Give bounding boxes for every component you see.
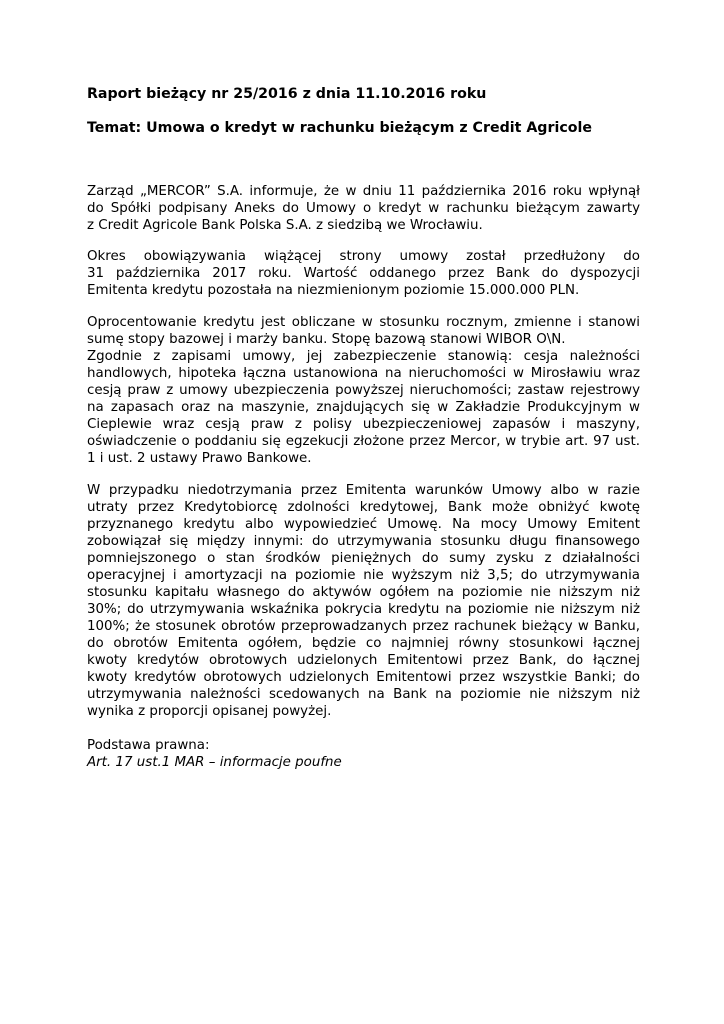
text-line: utraty przez Kredytobiorcę zdolności kredytowej, Bank może obniżyć kwotę	[87, 500, 640, 515]
text-line: Zarząd „MERCOR” S.A. informuje, że w dniu 11 października 2016 roku wpłynął	[87, 184, 640, 199]
text-line: 30%; do utrzymywania wskaźnika pokrycia kredytu na poziomie nie niższym niż	[87, 602, 640, 617]
text-line: 100%; że stosunek obrotów przeprowadzanych przez rachunek bieżący w Banku,	[87, 619, 640, 634]
text-line: utrzymywania należności scedowanych na Bank na poziomie nie niższym niż	[87, 687, 640, 702]
report-subject: Temat: Umowa o kredyt w rachunku bieżącym z Credit Agricole	[87, 120, 592, 136]
text-line: na zapasach oraz na maszynie, znajdujących się w Zakładzie Produkcyjnym w	[87, 400, 640, 415]
text-line: kwoty kredytów obrotowych udzielonych Emitentowi przez Bank, do łącznej	[87, 653, 640, 668]
text-line: oświadczenie o poddaniu się egzekucji złożone przez Mercor, w trybie art. 97 ust.	[87, 434, 640, 449]
text-line: z Credit Agricole Bank Polska S.A. z siedzibą we Wrocławiu.	[87, 218, 483, 233]
text-line: 31 października 2017 roku. Wartość oddanego przez Bank do dyspozycji	[87, 266, 640, 281]
legal-basis-text: Art. 17 ust.1 MAR – informacje poufne	[87, 755, 342, 770]
report-title: Raport bieżący nr 25/2016 z dnia 11.10.2016 roku	[87, 86, 487, 102]
text-line: handlowych, hipoteka łączna ustanowiona na nieruchomości w Mirosławiu wraz	[87, 366, 640, 381]
text-line: operacyjnej i amortyzacji na poziomie nie wyższym niż 3,5; do utrzymywania	[87, 568, 640, 583]
text-line: Oprocentowanie kredytu jest obliczane w stosunku rocznym, zmienne i stanowi	[87, 315, 640, 330]
text-line: do Spółki podpisany Aneks do Umowy o kredyt w rachunku bieżącym zawarty	[87, 201, 640, 216]
text-line: pomniejszonego o stan środków pieniężnych do sumy zysku z działalności	[87, 551, 640, 566]
text-line: W przypadku niedotrzymania przez Emitenta warunków Umowy albo w razie	[87, 483, 640, 498]
text-line: Emitenta kredytu pozostała na niezmienionym poziomie 15.000.000 PLN.	[87, 283, 580, 298]
text-line: zobowiązał się między innymi: do utrzymywania stosunku długu finansowego	[87, 534, 640, 549]
legal-basis-label: Podstawa prawna:	[87, 738, 210, 753]
text-line: sumę stopy bazowej i marży banku. Stopę bazową stanowi WIBOR O\N.	[87, 332, 566, 347]
text-line: przyznanego kredytu albo wypowiedzieć Umowę. Na mocy Umowy Emitent	[87, 517, 640, 532]
text-line: stosunku kapitału własnego do aktywów ogółem na poziomie nie niższym niż	[87, 585, 640, 600]
text-line: wynika z proporcji opisanej powyżej.	[87, 704, 332, 719]
text-line: Okres obowiązywania wiążącej strony umowy został przedłużony do	[87, 249, 640, 264]
text-line: do obrotów Emitenta ogółem, będzie co najmniej równy stosunkowi łącznej	[87, 636, 640, 651]
text-line: Zgodnie z zapisami umowy, jej zabezpieczenie stanowią: cesja należności	[87, 349, 640, 364]
text-line: kwoty kredytów obrotowych udzielonych Emitentowi przez wszystkie Banki; do	[87, 670, 640, 685]
text-line: 1 i ust. 2 ustawy Prawo Bankowe.	[87, 451, 312, 466]
text-line: Cieplewie wraz cesją praw z polisy ubezpieczeniowej zapasów i maszyny,	[87, 417, 640, 432]
text-line: cesją praw z umowy ubezpieczenia powyższej nieruchomości; zastaw rejestrowy	[87, 383, 640, 398]
